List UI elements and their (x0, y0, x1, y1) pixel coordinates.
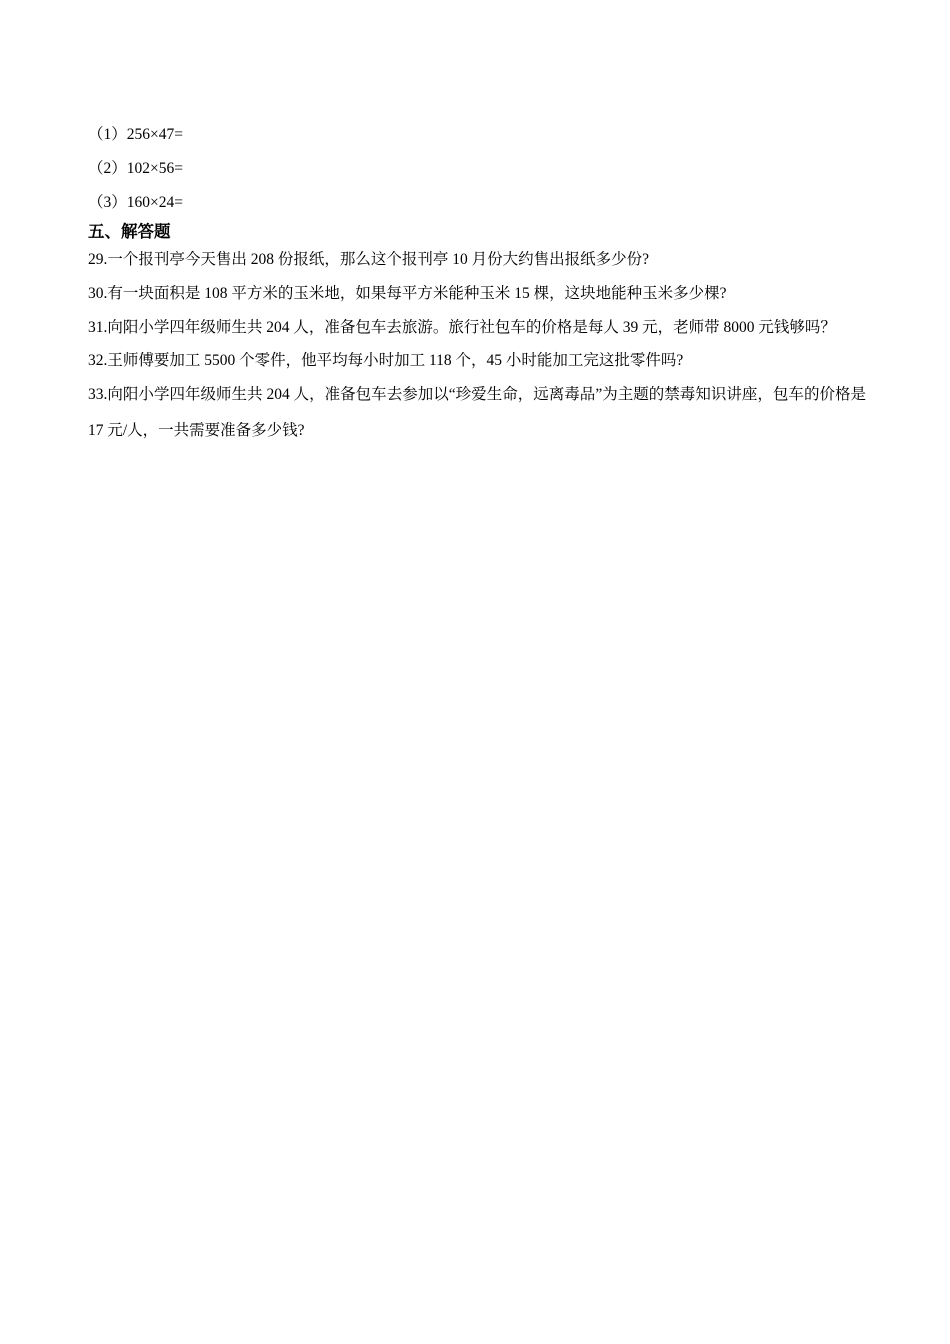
question-31: 31.向阳小学四年级师生共 204 人，准备包车去旅游。旅行社包车的价格是每人 39 元，老师带 8000 元钱够吗？ (88, 319, 836, 336)
question-33: 33.向阳小学四年级师生共 204 人，准备包车去参加以“珍爱生命，远离毒品”为主题的禁毒知识讲座，包车的价格是 17 元/人，一共需要准备多少钱? (88, 386, 866, 439)
calculation-item-1: （1）256×47= (88, 126, 183, 143)
document-content (88, 124, 866, 455)
calculation-item-2: （2）102×56= (88, 160, 183, 177)
question-29: 29.一个报刊亭今天售出 208 份报纸，那么这个报刊亭 10 月份大约售出报纸多少份? (88, 251, 650, 268)
section-heading: 五、解答题 (88, 222, 171, 241)
question-30: 30.有一块面积是 108 平方米的玉米地，如果每平方米能种玉米 15 棵，这块地能种玉米多少棵? (88, 285, 727, 302)
question-32: 32.王师傅要加工 5500 个零件，他平均每小时加工 118 个，45 小时能加工完这批零件吗? (88, 352, 684, 369)
calculation-item-3: （3）160×24= (88, 194, 183, 211)
